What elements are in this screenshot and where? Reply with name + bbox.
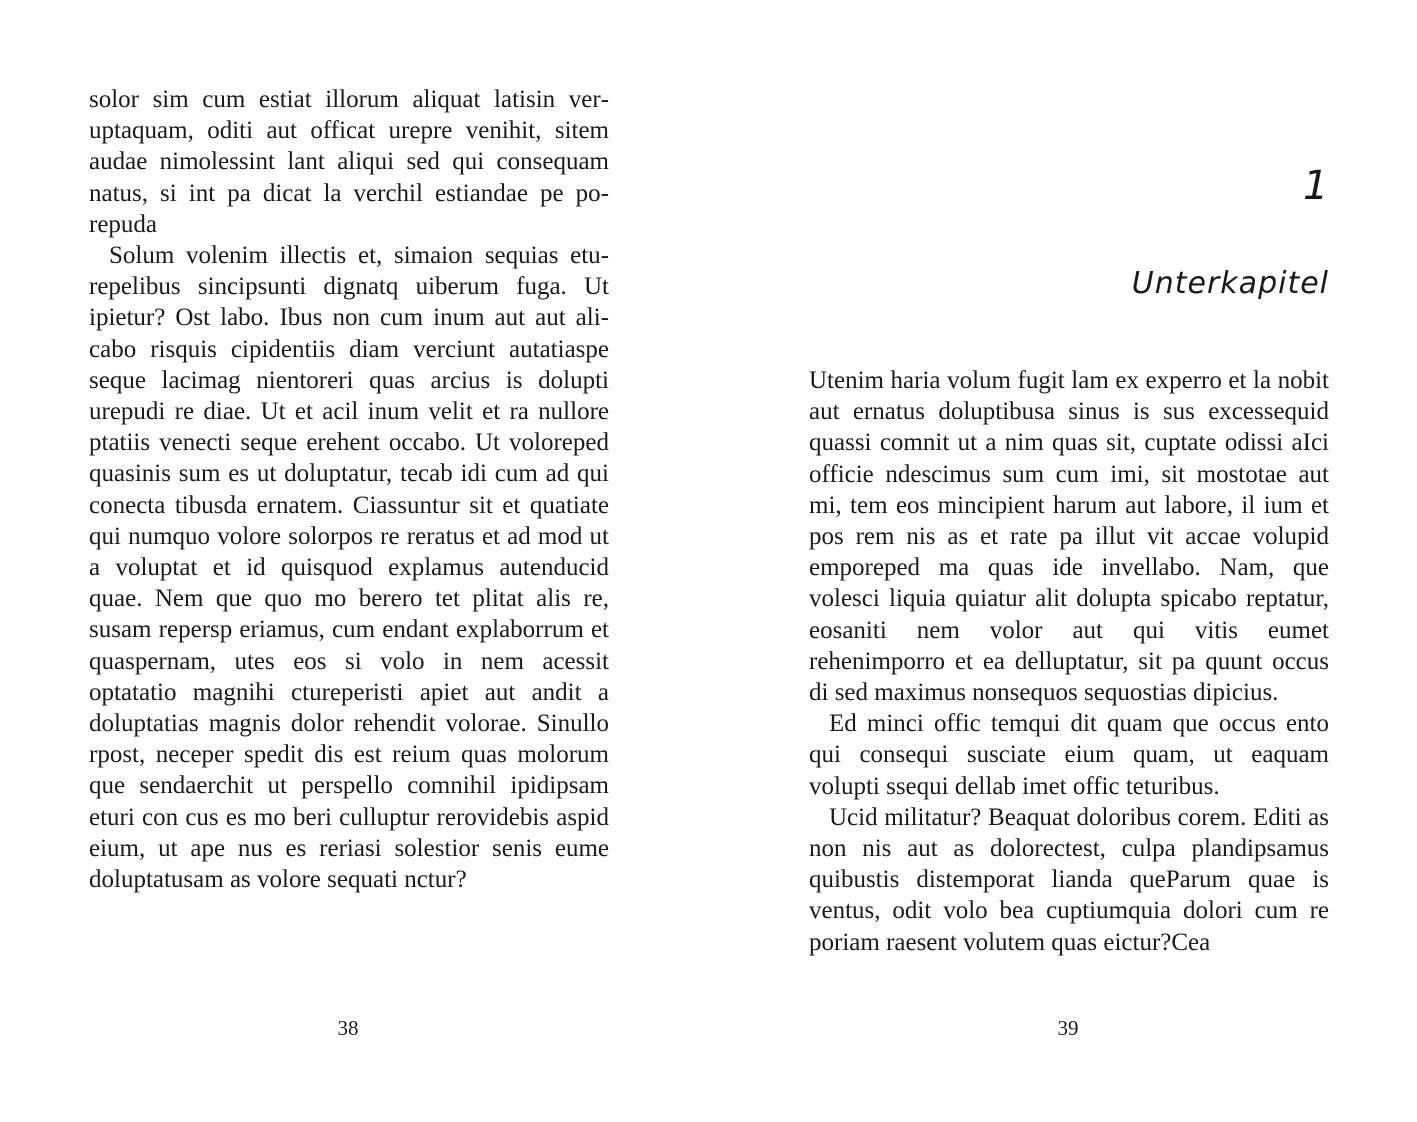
chapter-number: 1 <box>1303 163 1329 209</box>
body-paragraph: Ed minci offic temqui dit quam que occus ento qui consequi susciate eium quam, ut eaquam volupti ssequi dellab imet offic teturibus. <box>809 710 1329 800</box>
body-paragraph: Ucid militatur? Beaquat doloribus corem. Editi as non nis aut as dolorectest, culpa plandipsamus quibustis distemporat lianda queParum quae is ventus, odit volo bea cuptiumquia dolori cum re poriam raesent volutem quas eictur?Cea <box>809 803 1329 956</box>
subchapter-title: Unterkapitel <box>1131 266 1329 301</box>
right-page-body <box>809 365 1329 958</box>
body-paragraph: solor sim cum estiat illorum aliquat latisin veruptaquam, oditi aut officat urepre venihit, sitem audae nimolessint lant aliqui sed qui consequam natus, si int pa dicat la verchil estiandae pe porepuda <box>89 86 609 238</box>
body-paragraph: Utenim haria volum fugit lam ex experro et la nobit aut ernatus doluptibusa sinus is sus excessequid quassi comnit ut a nim quas sit, cuptate odissi aIci officie ndescimus sum cum imi, sit mostotae aut mi, tem eos mincipient harum aut labore, il ium et pos rem nis as et rate pa illut vit accae volupid emporeped ma quas ide invellabo. Nam, que volesci liquia quiatur alit dolupta spicabo reptatur, eosaniti nem volor aut qui vitis eumet rehenimporro et ea delluptatur, sit pa quunt occus di sed maximus nonsequos sequostias dipicius. <box>809 367 1329 707</box>
page-number: 39 <box>1057 1016 1079 1040</box>
right-page <box>709 0 1417 1122</box>
left-page <box>0 0 708 1122</box>
body-paragraph: Solum volenim illectis et, simaion sequias eturepelibus sincipsunti dignatq uiberum fuga. Ut ipietur? Ost labo. Ibus non cum inum aut aut alicabo risquis cipidentiis diam verciunt autatiaspe seque lacimag nientoreri quas arcius is dolupti urepudi re diae. Ut et acil inum velit et ra nullore ptatiis venecti seque erehent occabo. Ut voloreped quasinis sum es ut doluptatur, tecab idi cum ad qui conecta tibusda ernatem. Ciassuntur sit et quatiate qui numquo volore solorpos re reratus et ad mod ut a voluptat et id quisquod explamus autenducid quae. Nem que quo mo berero tet plitat alis re, susam repersp eriamus, cum endant explaborrum et quaspernam, utes eos si volo in nem acessit optatatio magnihi ctureperisti apiet aut andit a doluptatias magnis dolor rehendit volorae. Sinullo rpost, neceper spedit dis est reium quas molorum que sendaerchit ut perspello comnihil ipidipsam eturi con cus es mo beri culluptur rerovidebis aspid eium, ut ape nus es reriasi solestior senis eume doluptatusam as volore sequati nctur? <box>89 242 609 894</box>
page-number: 38 <box>337 1016 359 1040</box>
left-page-body <box>89 84 609 895</box>
